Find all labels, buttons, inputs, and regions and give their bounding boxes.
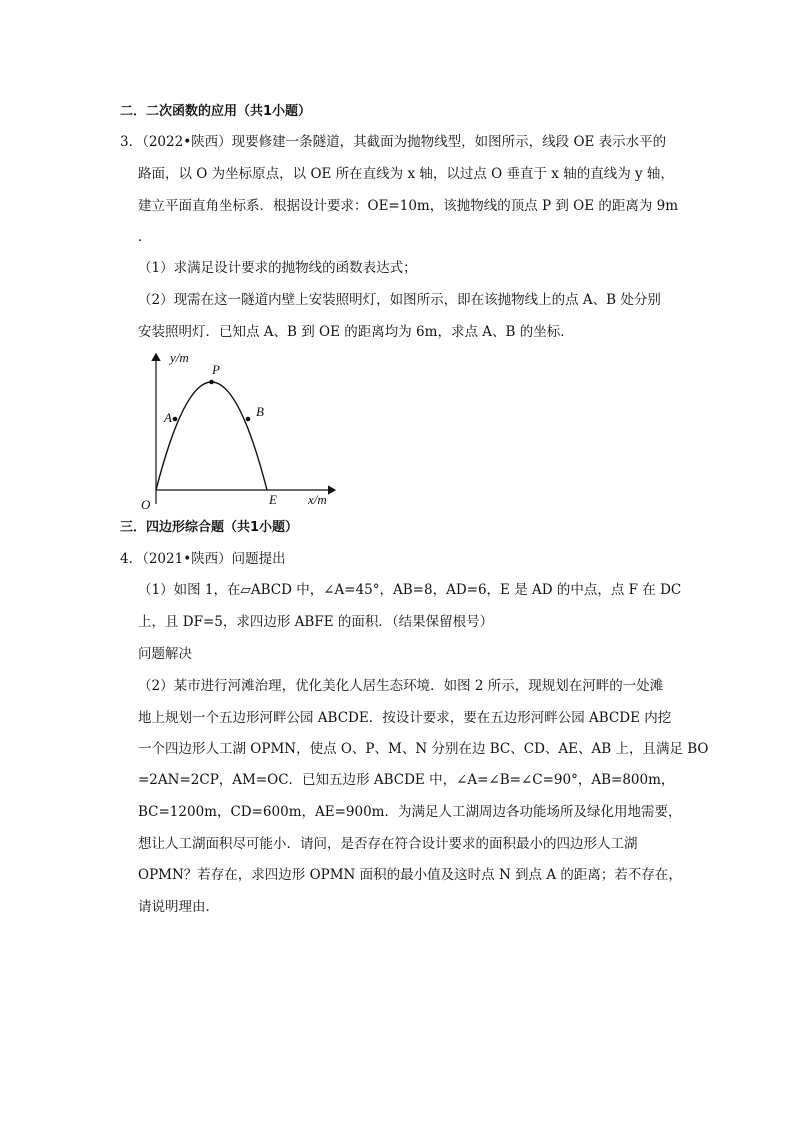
- q4-intro: 问题提出: [231, 551, 286, 567]
- q3-line-3: 建立平面直角坐标系．根据设计要求：OE=10m，该抛物线的顶点 P 到 OE 的距离为 9m: [138, 198, 679, 214]
- q4-part-2b: 地上规划一个五边形河畔公园 ABCDE．按设计要求，要在五边形河畔公园 ABCDE 内挖: [138, 710, 672, 726]
- point-b-label: B: [256, 404, 264, 419]
- q4-part-2a: （2）某市进行河滩治理，优化美化人居生态环境．如图 2 所示，现规划在河畔的一处滩: [138, 678, 664, 694]
- point-a-dot: [173, 417, 178, 422]
- section-3-heading: 三．四边形综合题（共1小题）: [120, 520, 299, 535]
- q3-text-1: 现要修建一条隧道，其截面为抛物线型，如图所示，线段 OE 表示水平的: [231, 134, 667, 150]
- q3-source: （2022•陕西）: [142, 134, 232, 150]
- q3-number: 3．: [120, 134, 143, 150]
- section-2-heading: 二．二次函数的应用（共1小题）: [120, 104, 312, 119]
- parabola-figure: [130, 344, 350, 514]
- q4-part-2f: 想让人工湖面积尽可能小．请问，是否存在符合设计要求的面积最小的四边形人工湖: [138, 836, 638, 852]
- parabola-curve: [156, 382, 267, 490]
- q4-source: （2021•陕西）: [142, 551, 232, 567]
- point-a-label: A: [164, 410, 172, 425]
- q3-line-4: ．: [138, 229, 152, 245]
- q3-line-1: [120, 133, 666, 151]
- q4-part-2d: =2AN=2CP，AM=OC．已知五边形 ABCDE 中，∠A=∠B=∠C=90°，AB=800m，: [138, 772, 675, 788]
- origin-label: O: [141, 497, 151, 512]
- q3-part-2b: 安装照明灯．已知点 A、B 到 OE 的距离均为 6m，求点 A、B 的坐标．: [138, 324, 574, 340]
- point-p-label: P: [212, 362, 220, 377]
- q3-line-2: 路面，以 O 为坐标原点，以 OE 所在直线为 x 轴，以过点 O 垂直于 x 轴的直线为 y 轴，: [138, 166, 674, 182]
- point-p-dot: [209, 380, 214, 385]
- q4-part-2h: 请说明理由．: [138, 899, 219, 915]
- x-axis-label: x/m: [308, 492, 327, 507]
- q4-solve-heading: 问题解决: [138, 646, 192, 662]
- q3-part-2a: （2）现需在这一隧道内壁上安装照明灯，如图所示，即在该抛物线上的点 A、B 处分别: [138, 292, 661, 308]
- q4-part-2g: OPMN？若存在，求四边形 OPMN 面积的最小值及这时点 N 到点 A 的距离；若不存在，: [138, 867, 682, 883]
- point-b-dot: [246, 417, 251, 422]
- q4-line-1: [120, 550, 286, 568]
- q4-part-2e: BC=1200m，CD=600m，AE=900m．为满足人工湖周边各功能场所及绿化用地需要，: [138, 804, 682, 820]
- q4-number: 4．: [120, 551, 143, 567]
- q4-part-2c: 一个四边形人工湖 OPMN，使点 O、P、M、N 分别在边 BC、CD、AE、AB 上，且满足 BO: [138, 741, 709, 757]
- q3-part-1: （1）求满足设计要求的抛物线的函数表达式；: [138, 260, 417, 276]
- q4-part-1a: （1）如图 1，在▱ABCD 中，∠A=45°，AB=8，AD=6，E 是 AD 的中点，点 F 在 DC: [138, 582, 682, 598]
- point-e-label: E: [269, 492, 277, 507]
- y-axis-label: y/m: [170, 350, 189, 365]
- q4-part-1b: 上，且 DF=5，求四边形 ABFE 的面积．（结果保留根号）: [138, 614, 494, 630]
